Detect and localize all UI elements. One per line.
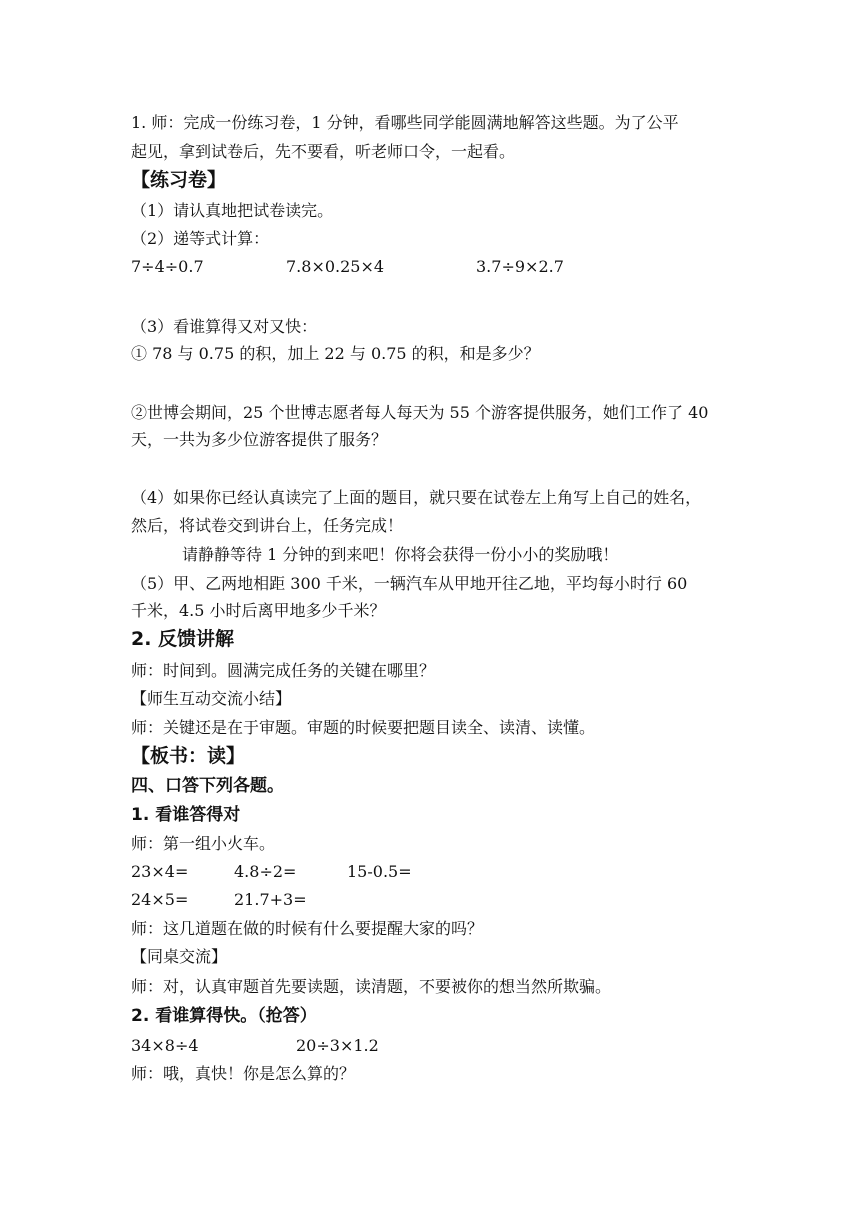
section-heading-oral: 四、口答下列各题。 [131,776,284,796]
calc-expression: 23×4= [131,862,189,881]
question-line: 天，一共为多少位游客提供了服务？ [131,430,388,449]
calc-expression: 4.8÷2= [234,862,297,881]
paragraph-line: 师：哦，真快！你是怎么算的？ [131,1064,356,1083]
calc-expression: 20÷3×1.2 [296,1036,379,1055]
paragraph-line: 师：这几道题在做的时候有什么要提醒大家的吗？ [131,919,484,938]
calc-expression: 3.7÷9×2.7 [476,257,564,276]
paragraph-line: 【同桌交流】 [131,947,228,966]
paragraph-line: 师：关键还是在于审题。审题的时候要把题目读全、读清、读懂。 [131,718,596,737]
section-heading-exercise: 【练习卷】 [131,169,227,191]
calc-expression: 7.8×0.25×4 [286,257,385,276]
paragraph-line: 【师生互动交流小结】 [131,689,292,708]
paragraph-line: （5）甲、乙两地相距 300 千米，一辆汽车从甲地开往乙地，平均每小时行 60 [131,574,688,593]
paragraph-line: 1. 师：完成一份练习卷，1 分钟，看哪些同学能圆满地解答这些题。为了公平 [131,113,679,132]
paragraph-line: 请静静等待 1 分钟的到来吧！你将会获得一份小小的奖励哦！ [182,545,619,564]
calc-expression: 7÷4÷0.7 [131,257,204,276]
calc-expression: 24×5= [131,890,189,909]
subsection-heading: 1. 看谁答得对 [131,805,241,825]
question-line: ②世博会期间，25 个世博志愿者每人每天为 55 个游客提供服务，她们工作了 40 [131,403,709,422]
calc-expression: 21.7+3= [234,890,307,909]
calc-expression: 34×8÷4 [131,1036,199,1055]
paragraph-line: （3）看谁算得又对又快： [131,317,318,336]
paragraph-line: 师：时间到。圆满完成任务的关键在哪里？ [131,661,436,680]
question-line: ① 78 与 0.75 的积，加上 22 与 0.75 的积，和是多少？ [131,344,540,363]
paragraph-line: 然后，将试卷交到讲台上，任务完成！ [131,516,404,535]
section-heading-board: 【板书：读】 [131,745,246,767]
paragraph-line: （2）递等式计算： [131,229,270,248]
section-heading-feedback: 2. 反馈讲解 [131,628,235,650]
paragraph-line: （4）如果你已经认真读完了上面的题目，就只要在试卷左上角写上自己的姓名， [131,488,702,507]
paragraph-line: 师：第一组小火车。 [131,834,276,853]
paragraph-line: （1）请认真地把试卷读完。 [131,201,334,220]
calc-expression: 15-0.5= [347,862,412,881]
subsection-heading: 2. 看谁算得快。（抢答） [131,1006,317,1026]
paragraph-line: 师：对，认真审题首先要读题，读清题，不要被你的想当然所欺骗。 [131,977,612,996]
paragraph-line: 千米，4.5 小时后离甲地多少千米？ [131,601,386,620]
paragraph-line: 起见，拿到试卷后，先不要看，听老师口令，一起看。 [131,142,516,161]
